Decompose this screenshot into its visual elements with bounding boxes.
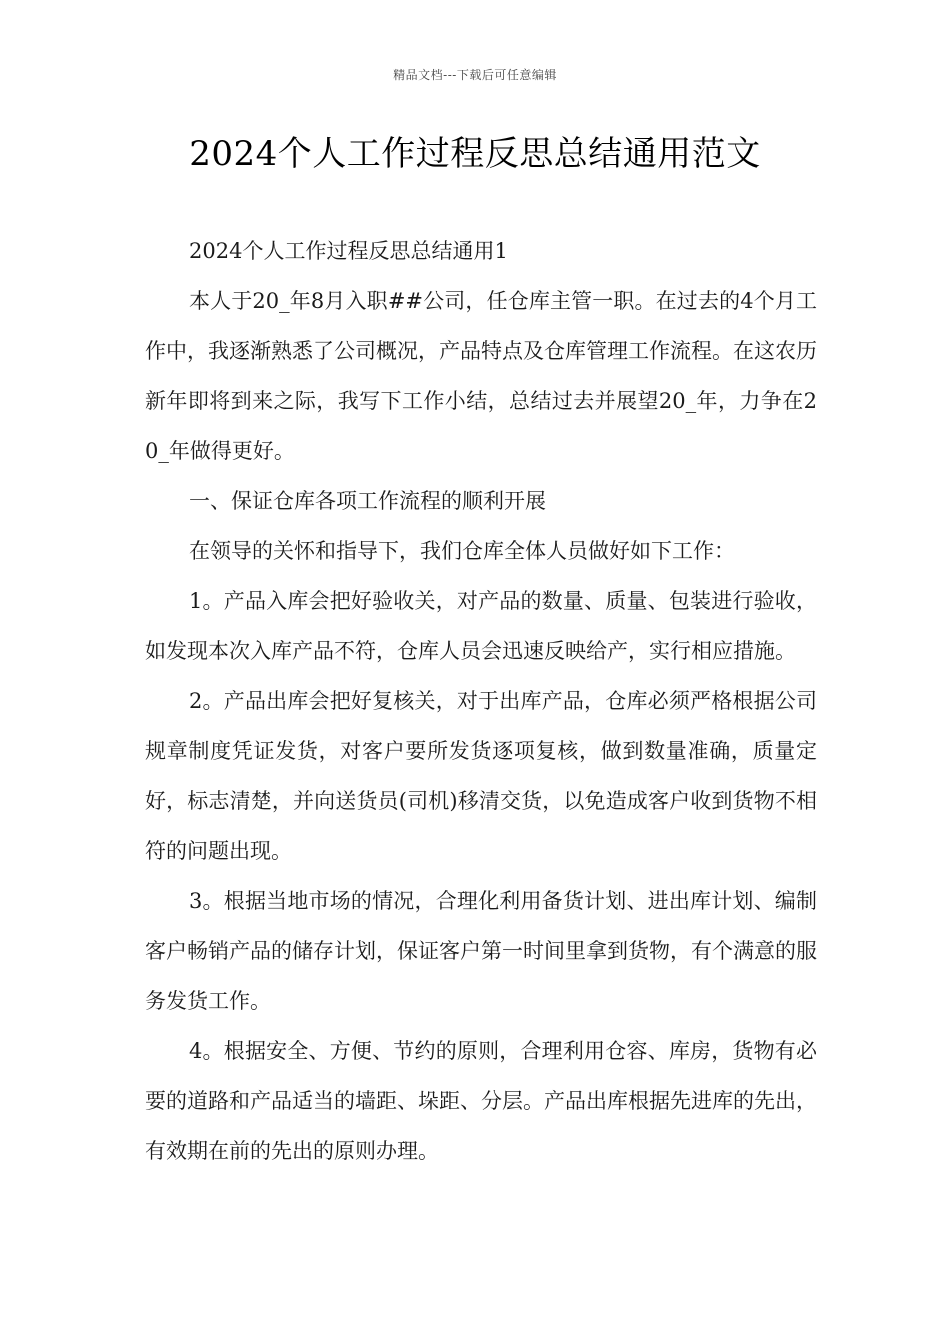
document-title: 2024个人工作过程反思总结通用范文 — [189, 134, 761, 174]
subtitle-paragraph: 2024个人工作过程反思总结通用1 — [189, 239, 508, 263]
list-item-3: 3。根据当地市场的情况，合理化利用备货计划、进出库计划、编制客户畅销产品的储存计划，保证客户第一时间里拿到货物，有个满意的服务发货工作。 — [145, 889, 817, 1013]
list-item-2: 2。产品出库会把好复核关，对于出库产品，仓库必须严格根据公司规章制度凭证发货，对客户要所发货逐项复核，做到数量准确，质量定好，标志清楚，并向送货员(司机)移清交货，以免造成客户收到货物不相符的问题出现。 — [145, 689, 817, 863]
section-heading: 一、保证仓库各项工作流程的顺利开展 — [189, 489, 546, 513]
list-item-4: 4。根据安全、方便、节约的原则，合理利用仓容、库房，货物有必要的道路和产品适当的墙距、垛距、分层。产品出库根据先进库的先出，有效期在前的先出的原则办理。 — [145, 1039, 817, 1163]
intro-paragraph: 本人于20_年8月入职##公司，任仓库主管一职。在过去的4个月工作中，我逐渐熟悉了公司概况，产品特点及仓库管理工作流程。在这农历新年即将到来之际，我写下工作小结，总结过去并展望20_年，力争在20_年做得更好。 — [145, 289, 817, 463]
body-paragraph: 在领导的关怀和指导下，我们仓库全体人员做好如下工作： — [189, 539, 735, 563]
header-note: 精品文档---下载后可任意编辑 — [393, 68, 557, 82]
list-item-1: 1。产品入库会把好验收关，对产品的数量、质量、包装进行验收，如发现本次入库产品不符，仓库人员会迅速反映给产，实行相应措施。 — [145, 589, 817, 663]
document-body — [145, 226, 817, 1176]
